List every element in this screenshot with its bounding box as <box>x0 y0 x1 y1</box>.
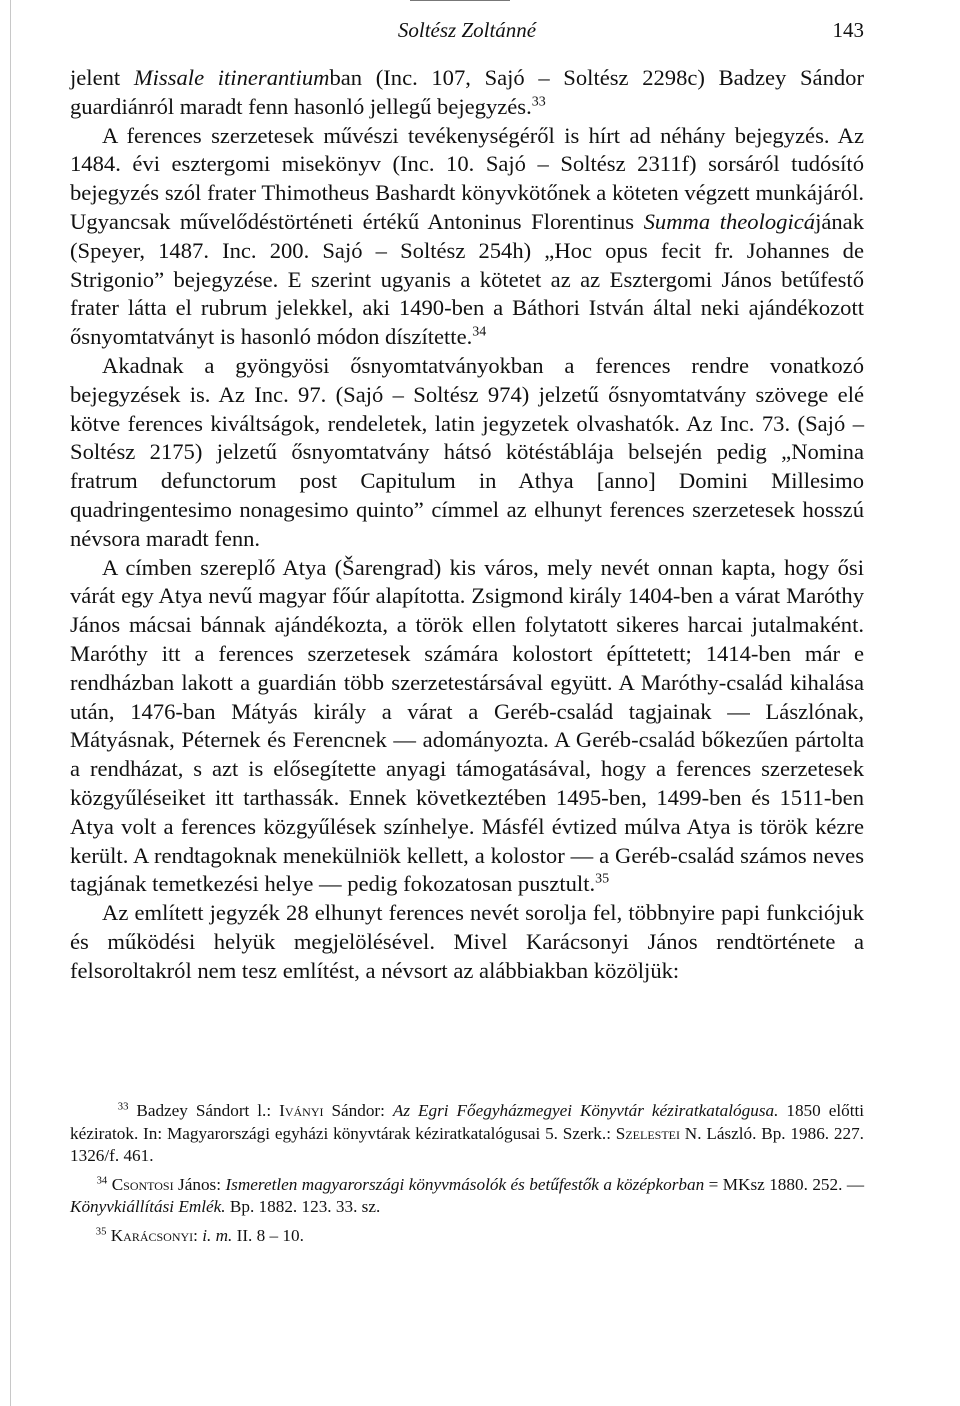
paragraph-2: A ferences szerzetesek művészi tevékenységéről is hírt ad néhány bejegyzés. Az 1484. évi esztergomi misekönyv (Inc. 10. Sajó – Soltész 2311f) sorsáról tudósító bejegyzés szól frater Thimotheus Bashardt könyvkötőnek a köteten végzett munkájáról. Ugyancsak művelődéstörténeti értékű Antoninus Florentinus Summa theologicájának (Speyer, 1487. Inc. 200. Sajó – Soltész 254h) „Hoc opus fecit fr. Johannes de Strigonio” bejegyzése. E szerint ugyanis a kötetet az az Esztergomi János betűfestő frater látta el rubrum jelekkel, aki 1490-ben a Báthori István által neki ajándékozott ősnyomtatványt is hasonló módon díszítette.$^{34}$ <box>70 122 864 350</box>
footnote-number: 35 <box>95 1226 107 1238</box>
footnote-number: 34 <box>96 1175 108 1187</box>
footnote-ref-33[interactable]: 33 <box>531 94 546 110</box>
footnotes <box>70 1100 864 1254</box>
top-rule <box>410 0 510 1</box>
footnote-ref-35[interactable]: 35 <box>595 871 610 887</box>
footnote-number: 33 <box>117 1101 129 1113</box>
running-title: Soltész Zoltánné <box>397 18 537 42</box>
paragraph-1: jelent Missale itinerantiumban (Inc. 107, Sajó – Soltész 2298c) Badzey Sándor guardiánról maradt fenn hasonló jellegű bejegyzés.$^{33}$ <box>70 65 864 119</box>
paragraph-3: Akadnak a gyöngyösi ősnyomtatványokban a ferences rendre vonatkozó bejegyzések is. Az Inc. 97. (Sajó – Soltész 974) jelzetű ősnyomtatvány szövege elé kötve ferences kiváltságok, rendeletek, latin jegyzetek olvashatók. Az Inc. 73. (Sajó – Soltész 2175) jelzetű ősnyomtatvány hátsó kötéstáblája belsején pedig „Nomina fratrum defunctorum post Capitulum in Athya [anno] Domini Millesimo quadringentesimo nonagesimo quinto” címmel az elhunyt ferences szerzetesek hosszú névsora maradt fenn. <box>70 352 864 551</box>
body-text <box>70 64 864 986</box>
footnote-35: $^{35}$ Karácsonyi: i. m. II. 8 – 10. <box>70 1225 864 1248</box>
footnote-33: $^{33}$ Badzey Sándort l.: Iványi Sándor: Az Egri Főegyházmegyei Könyvtár kéziratkatalógusa. 1850 előtti kéziratok. In: Magyarországi egyházi könyvtárak kéziratkatalógusai 5. Szerk.: Szelestei N. László. Bp. 1986. 227. 1326/f. 461. <box>70 1101 865 1166</box>
running-header <box>70 18 864 50</box>
page-edge-line <box>10 0 11 1406</box>
paragraph-5: Az említett jegyzék 28 elhunyt ferences nevét sorolja fel, többnyire papi funkciójuk és működési helyük megjelölésével. Mivel Karácsonyi János rendtörténete a felsoroltakról nem tesz említést, a névsort az alábbiakban közöljük: <box>70 900 864 983</box>
footnote-34: $^{34}$ Csontosi János: Ismeretlen magyarországi könyvmásolók és betűfestők a középkorban = MKsz 1880. 252. — Könyvkiállítási Emlék. Bp. 1882. 123. 33. sz. <box>70 1174 865 1217</box>
footnote-ref-34[interactable]: 34 <box>472 324 487 340</box>
page-number: 143 <box>832 18 864 42</box>
paragraph-4: A címben szereplő Atya (Šarengrad) kis város, mely nevét onnan kapta, hogy ősi várát egy Atya nevű magyar főúr alapította. Zsigmond király 1404-ben a várat Maróthy János mácsai bánnak ajándékozta, a török ellen folytatott sikeres harcai jutalmaként. Maróthy itt a ferences szerzetesek számára kolostort építtetett; 1414-ben már e rendházban lakott a guardián több szerzetestársával együtt. A Maróthy-család kihalása után, 1476-ban Mátyás király a várat a Geréb-család tagjainak — Lászlónak, Mátyásnak, Péternek és Ferencnek — adományozta. A Geréb-család bőkezűen pártolta a rendházat, s azt is elősegítette anyagi támogatásával, hogy a ferences szerzetesek közgyűléseiket itt tarthassák. Ennek következtében 1495-ben, 1499-ben és 1511-ben Atya volt a ferences közgyűlések színhelye. Másfél évtized múlva Atya is török kézre került. A rendtagoknak menekülniök kellett, a kolostor — a Geréb-család számos neves tagjának temetkezési helye — pedig fokozatosan pusztult.$^{35}$ <box>70 554 864 897</box>
